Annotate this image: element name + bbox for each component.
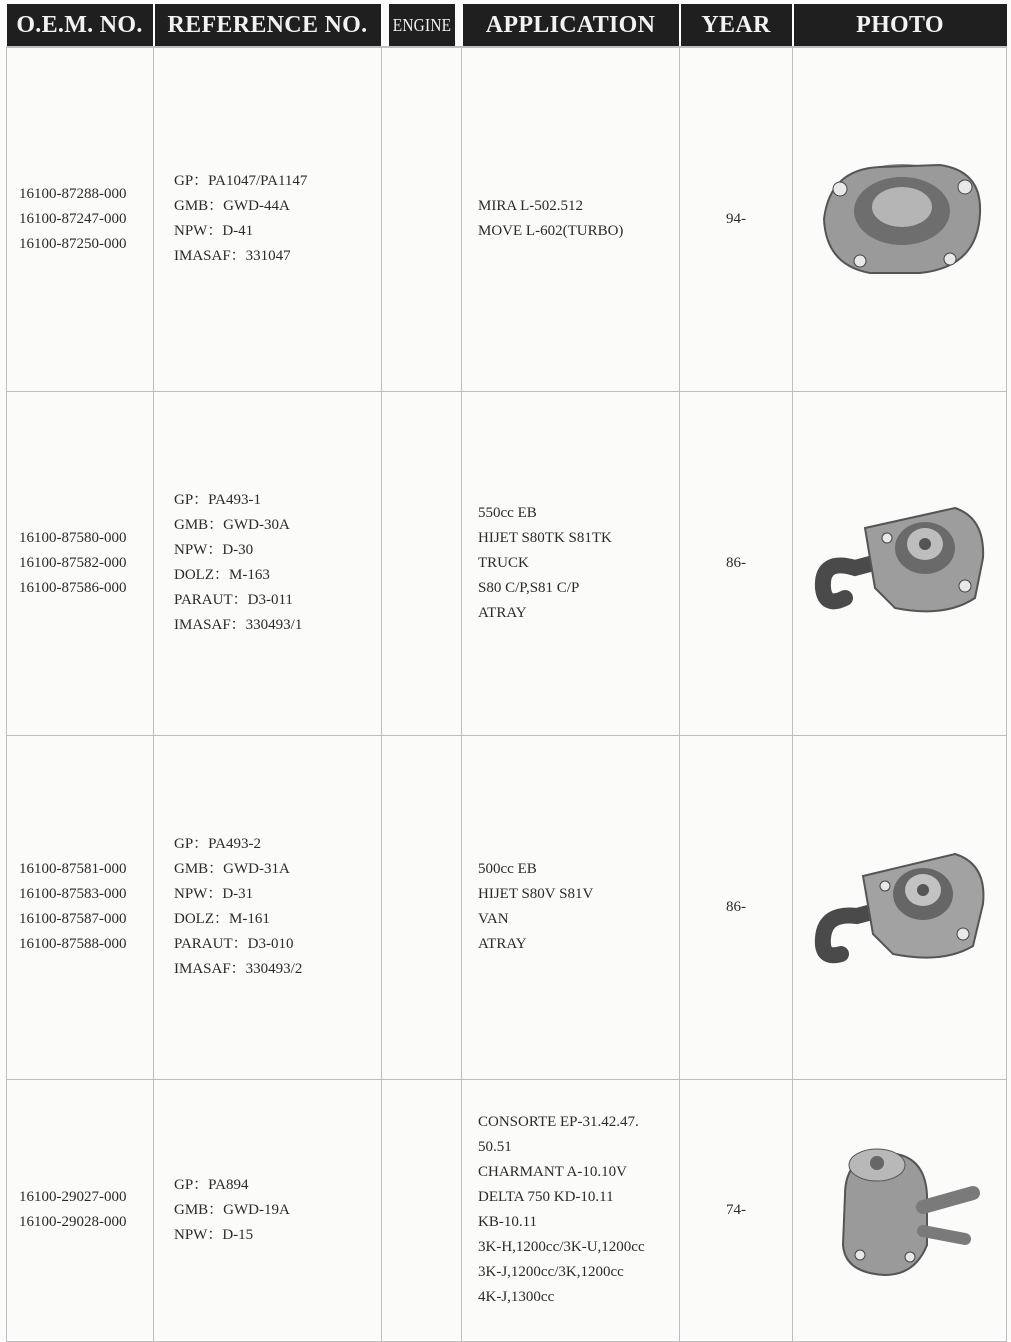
application-line: ATRAY <box>478 936 527 952</box>
engine-cell <box>382 735 462 1079</box>
application-line: VAN <box>478 911 509 927</box>
header-oem: O.E.M. NO. <box>7 4 154 47</box>
engine-cell <box>382 391 462 735</box>
header-photo: PHOTO <box>793 4 1007 47</box>
table-row <box>7 391 1007 735</box>
oem-number: 16100-87586-000 <box>19 579 127 596</box>
reference-number: IMASAF：331047 <box>174 248 291 265</box>
water-pump-2-icon <box>805 498 995 628</box>
reference-number: NPW：D-31 <box>174 886 254 902</box>
application-cell <box>462 47 680 391</box>
header-reference: REFERENCE NO. <box>154 4 382 47</box>
reference-number: GP：PA493-2 <box>174 836 261 852</box>
reference-number: GMB：GWD-30A <box>174 517 290 533</box>
application-line: HIJET S80V S81V <box>478 886 594 902</box>
table-row <box>7 735 1007 1079</box>
application-cell <box>462 1079 680 1341</box>
reference-number: GP：PA493-1 <box>174 492 261 508</box>
year-cell: 86- <box>680 391 793 735</box>
oem-number: 16100-87580-000 <box>19 529 127 546</box>
application-line: TRUCK <box>478 554 529 571</box>
header-year: YEAR <box>680 4 793 47</box>
application-line: KB-10.11 <box>478 1214 538 1230</box>
application-cell <box>462 391 680 735</box>
application-line: HIJET S80TK S81TK <box>478 529 612 546</box>
header-engine: ENGINE <box>388 4 456 47</box>
oem-number: 16100-29027-000 <box>19 1189 127 1205</box>
reference-cell <box>154 735 382 1079</box>
header-application: APPLICATION <box>462 4 680 47</box>
application-line: ATRAY <box>478 604 527 621</box>
application-line: DELTA 750 KD-10.11 <box>478 1189 614 1205</box>
header-row <box>7 4 1007 47</box>
oem-cell <box>7 1079 154 1341</box>
reference-number: GMB：GWD-19A <box>174 1201 290 1218</box>
water-pump-4-icon <box>815 1135 985 1285</box>
reference-number: DOLZ：M-163 <box>174 567 270 583</box>
reference-number: GMB：GWD-31A <box>174 861 290 877</box>
oem-cell <box>7 735 154 1079</box>
reference-number: IMASAF：330493/1 <box>174 617 303 633</box>
oem-number: 16100-87288-000 <box>19 185 127 202</box>
reference-number: NPW：D-15 <box>174 1226 254 1243</box>
reference-cell <box>154 47 382 391</box>
year-cell: 74- <box>680 1079 793 1341</box>
oem-cell <box>7 391 154 735</box>
oem-number: 16100-87582-000 <box>19 554 127 571</box>
reference-number: GP：PA894 <box>174 1176 249 1193</box>
year-cell: 86- <box>680 735 793 1079</box>
reference-cell <box>154 1079 382 1341</box>
reference-number: IMASAF：330493/2 <box>174 961 303 977</box>
application-line: 500cc EB <box>478 861 537 877</box>
application-line: 550cc EB <box>478 504 537 521</box>
table-row <box>7 47 1007 391</box>
photo-cell <box>793 735 1007 1079</box>
oem-number: 16100-87587-000 <box>19 911 127 927</box>
application-line: 3K-H,1200cc/3K-U,1200cc <box>478 1239 645 1255</box>
oem-cell <box>7 47 154 391</box>
reference-cell <box>154 391 382 735</box>
application-line: CHARMANT A-10.10V <box>478 1164 627 1180</box>
application-line: S80 C/P,S81 C/P <box>478 579 580 596</box>
reference-number: PARAUT：D3-011 <box>174 592 293 608</box>
water-pump-1-icon <box>810 149 990 289</box>
application-line: 3K-J,1200cc/3K,1200cc <box>478 1264 624 1280</box>
oem-number: 16100-87588-000 <box>19 936 127 952</box>
engine-cell <box>382 1079 462 1341</box>
application-line: MIRA L-502.512 <box>478 198 583 215</box>
oem-number: 16100-87583-000 <box>19 886 127 902</box>
application-line: MOVE L-602(TURBO) <box>478 223 624 240</box>
oem-number: 16100-29028-000 <box>19 1214 127 1230</box>
reference-number: NPW：D-30 <box>174 542 254 558</box>
table-row <box>7 1079 1007 1341</box>
year-cell: 94- <box>680 47 793 391</box>
application-line: 50.51 <box>478 1139 512 1155</box>
reference-number: PARAUT：D3-010 <box>174 936 294 952</box>
photo-cell <box>793 47 1007 391</box>
application-line: 4K-J,1300cc <box>478 1289 555 1305</box>
application-line: CONSORTE EP-31.42.47. <box>478 1114 639 1130</box>
oem-number: 16100-87581-000 <box>19 861 127 877</box>
water-pump-catalog-table <box>6 4 1007 1342</box>
water-pump-3-icon <box>805 842 995 972</box>
oem-number: 16100-87247-000 <box>19 210 127 227</box>
reference-number: DOLZ：M-161 <box>174 911 270 927</box>
engine-cell <box>382 47 462 391</box>
reference-number: GMB：GWD-44A <box>174 198 290 215</box>
photo-cell <box>793 1079 1007 1341</box>
oem-number: 16100-87250-000 <box>19 235 127 252</box>
reference-number: NPW：D-41 <box>174 223 254 240</box>
application-cell <box>462 735 680 1079</box>
photo-cell <box>793 391 1007 735</box>
reference-number: GP：PA1047/PA1147 <box>174 173 308 190</box>
